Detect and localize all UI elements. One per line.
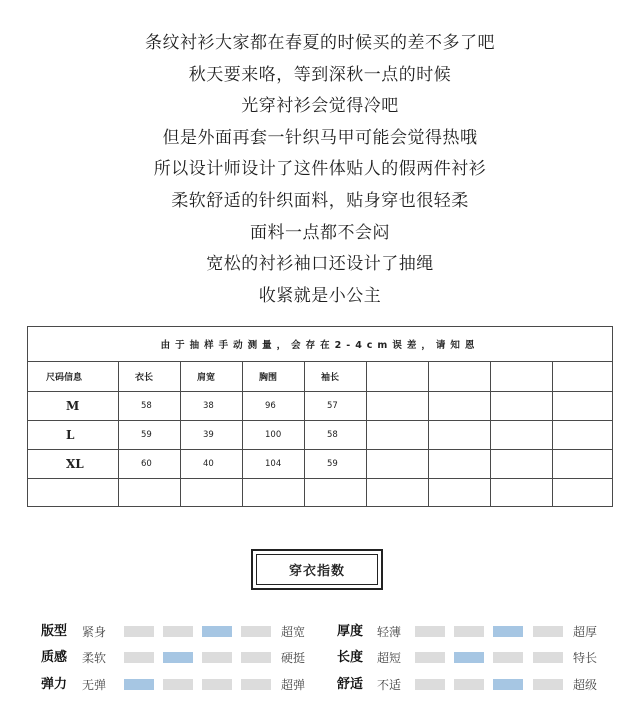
value-cell: 39 — [181, 421, 243, 450]
index-segment — [202, 679, 232, 690]
index-segment — [124, 652, 154, 663]
index-label: 长度 — [337, 650, 364, 665]
index-row-length — [337, 648, 627, 668]
index-segment — [241, 626, 271, 637]
table-header-row — [28, 362, 613, 392]
index-max: 超厚 — [573, 625, 598, 639]
index-min: 超短 — [377, 651, 402, 665]
index-segment — [533, 652, 563, 663]
empty-cell — [367, 392, 429, 421]
index-segment — [241, 679, 271, 690]
index-segment — [415, 679, 445, 690]
empty-cell — [491, 421, 553, 450]
empty-cell — [181, 479, 243, 507]
value-cell: 38 — [181, 392, 243, 421]
header-cell: 尺码信息 — [28, 362, 119, 392]
measurement-note: 由于抽样手动测量，会存在2-4cm误差，请知恩 — [28, 327, 613, 362]
index-row-comfort — [337, 675, 627, 695]
empty-cell — [429, 362, 491, 392]
description-line: 光穿衬衫会觉得冷吧 — [241, 96, 399, 117]
empty-cell — [429, 421, 491, 450]
empty-cell — [553, 421, 613, 450]
wear-index-title: 穿衣指数 — [256, 554, 378, 585]
value-cell: 59 — [305, 450, 367, 479]
empty-cell — [367, 450, 429, 479]
value-cell: 60 — [119, 450, 181, 479]
index-label: 质感 — [41, 650, 68, 665]
empty-cell — [553, 450, 613, 479]
index-segment — [454, 626, 484, 637]
index-label: 版型 — [41, 624, 68, 639]
wear-index-title-box — [251, 549, 383, 590]
index-max: 硬挺 — [281, 651, 306, 665]
index-segment — [533, 626, 563, 637]
value-cell: 40 — [181, 450, 243, 479]
empty-cell — [119, 479, 181, 507]
empty-cell — [429, 479, 491, 507]
header-cell: 肩宽 — [181, 362, 243, 392]
index-segment — [163, 652, 193, 663]
index-segment — [454, 679, 484, 690]
index-max: 超宽 — [281, 625, 306, 639]
value-cell: 58 — [119, 392, 181, 421]
table-row — [28, 479, 613, 507]
table-row — [28, 450, 613, 479]
empty-cell — [491, 362, 553, 392]
index-row-thickness — [337, 622, 627, 642]
product-description — [0, 28, 640, 312]
index-segment — [163, 626, 193, 637]
empty-cell — [491, 479, 553, 507]
empty-cell — [305, 479, 367, 507]
empty-cell — [243, 479, 305, 507]
value-cell: 59 — [119, 421, 181, 450]
size-table — [27, 326, 613, 507]
header-cell: 袖长 — [305, 362, 367, 392]
header-cell: 胸围 — [243, 362, 305, 392]
index-segment — [202, 626, 232, 637]
index-min: 轻薄 — [377, 625, 402, 639]
empty-cell — [491, 392, 553, 421]
value-cell: 100 — [243, 421, 305, 450]
empty-cell — [553, 362, 613, 392]
index-row-elasticity — [41, 675, 321, 695]
description-line: 宽松的衬衫袖口还设计了抽绳 — [206, 254, 434, 275]
empty-cell — [491, 450, 553, 479]
index-segment — [202, 652, 232, 663]
index-segment — [415, 652, 445, 663]
index-max: 超弹 — [281, 678, 306, 692]
index-min: 紧身 — [82, 625, 107, 639]
index-segment — [493, 679, 523, 690]
value-cell: 104 — [243, 450, 305, 479]
description-line: 柔软舒适的针织面料，贴身穿也很轻柔 — [171, 190, 469, 211]
description-line: 所以设计师设计了这件体贴人的假两件衬衫 — [153, 159, 487, 180]
empty-cell — [429, 392, 491, 421]
value-cell: 58 — [305, 421, 367, 450]
description-line: 面料一点都不会闷 — [250, 222, 390, 243]
description-line: 条纹衬衫大家都在春夏的时候买的差不多了吧 — [145, 33, 495, 53]
index-min: 无弹 — [82, 678, 107, 692]
index-segment — [493, 652, 523, 663]
empty-cell — [28, 479, 119, 507]
index-max: 超级 — [573, 678, 598, 692]
index-segment — [415, 626, 445, 637]
index-segment — [454, 652, 484, 663]
empty-cell — [553, 392, 613, 421]
index-max: 特长 — [573, 651, 598, 665]
empty-cell — [553, 479, 613, 507]
index-label: 舒适 — [337, 677, 364, 692]
empty-cell — [429, 450, 491, 479]
table-row — [28, 421, 613, 450]
index-segment — [124, 626, 154, 637]
size-cell: L — [28, 421, 119, 450]
value-cell: 57 — [305, 392, 367, 421]
table-row — [28, 392, 613, 421]
index-segment — [533, 679, 563, 690]
index-segment — [493, 626, 523, 637]
empty-cell — [367, 362, 429, 392]
index-min: 柔软 — [82, 651, 107, 665]
value-cell: 96 — [243, 392, 305, 421]
empty-cell — [367, 479, 429, 507]
description-line: 但是外面再套一针织马甲可能会觉得热哦 — [162, 127, 478, 148]
index-row-fit — [41, 622, 321, 642]
size-cell: XL — [28, 450, 119, 479]
index-label: 弹力 — [41, 677, 68, 692]
index-segment — [163, 679, 193, 690]
description-line: 秋天要来咯，等到深秋一点的时候 — [188, 64, 452, 85]
empty-cell — [367, 421, 429, 450]
index-segment — [124, 679, 154, 690]
index-min: 不适 — [377, 678, 402, 692]
index-segment — [241, 652, 271, 663]
description-line: 收紧就是小公主 — [258, 285, 382, 306]
size-cell: M — [28, 392, 119, 421]
header-cell: 衣长 — [119, 362, 181, 392]
index-row-texture — [41, 648, 321, 668]
index-label: 厚度 — [337, 624, 364, 639]
